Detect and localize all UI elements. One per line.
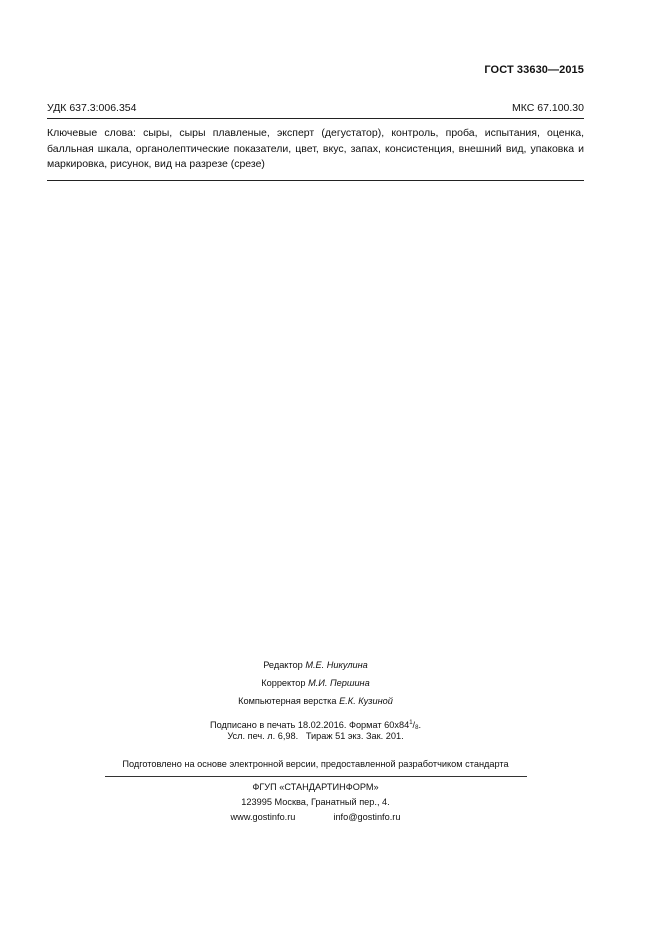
classification-row (47, 102, 584, 114)
email-link[interactable]: info@gostinfo.ru (333, 812, 401, 822)
imprint-block (47, 656, 584, 743)
layout-name: Е.К. Кузиной (339, 696, 393, 706)
layout-line (47, 692, 584, 710)
publisher-name: ФГУП «СТАНДАРТИНФОРМ» (252, 782, 379, 792)
sheets-line (47, 730, 584, 743)
udk-code: УДК 637.3:006.354 (47, 102, 137, 114)
prepared-note: Подготовлено на основе электронной версии, предоставленной разработчиком стандарта (122, 759, 509, 769)
document-code: ГОСТ 33630—2015 (484, 64, 584, 76)
publisher-block (47, 780, 584, 825)
signed-line: Подписано в печать 18.02.2016. Формат $60x84^1/8$. (210, 720, 421, 731)
corrector-label: Корректор (261, 678, 306, 688)
keywords-paragraph: Ключевые слова: сыры, сыры плавленые, эксперт (дегустатор), контроль, проба, испытания, оценка, балльная шкала, органолептические показатели, цвет, вкус, запах, консистенция, внешний вид, упаковка и маркировка, рисунок, вид на разрезе (срезе) (47, 127, 584, 170)
corrector-line (47, 674, 584, 692)
publisher-address: 123995 Москва, Гранатный пер., 4. (241, 797, 390, 807)
publisher-contacts (231, 810, 401, 825)
website-link[interactable]: www.gostinfo.ru (230, 812, 296, 822)
signed-text: Подписано в печать 18.02.2016. Формат 60x84 (210, 720, 410, 730)
format-denominator: 8 (415, 725, 419, 731)
editor-line (47, 656, 584, 674)
print-details (47, 717, 584, 743)
divider-top (47, 118, 584, 119)
divider-keywords (47, 180, 584, 181)
mks-code: МКС 67.100.30 (512, 102, 584, 114)
corrector-name: М.И. Першина (308, 678, 370, 688)
format-numerator: 1 (409, 720, 413, 726)
editor-name: М.Е. Никулина (305, 660, 368, 670)
circulation: Тираж 51 экз. Зак. 201. (305, 731, 404, 741)
editor-label: Редактор (263, 660, 303, 670)
divider-publisher (105, 776, 527, 777)
layout-label: Компьютерная верстка (238, 696, 337, 706)
print-sheets: Усл. печ. л. 6,98. (227, 731, 299, 741)
